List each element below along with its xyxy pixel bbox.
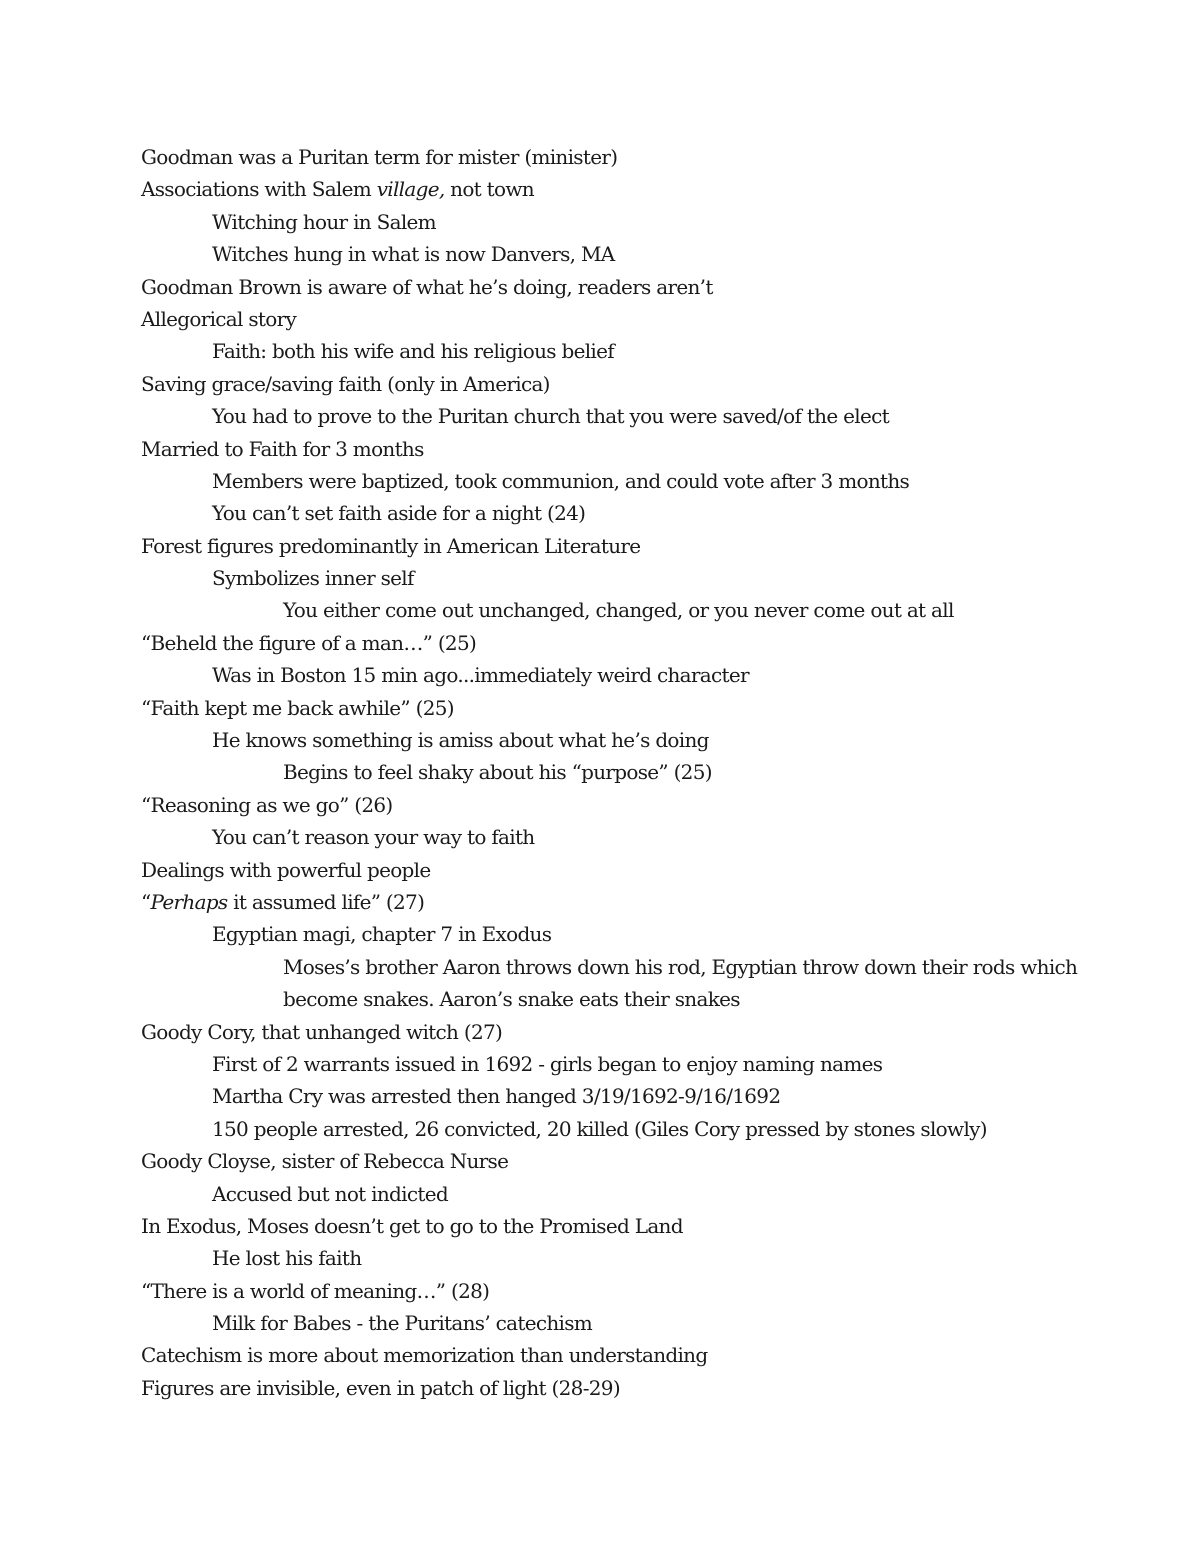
sub-note-line [141,724,1141,756]
note-text: “Beheld the figure of a man…” (25) [141,630,477,655]
note-text: “There is a world of meaning…” (28) [141,1278,490,1303]
note-text: Goodman Brown is aware of what he’s doing, readers aren’t [141,274,713,299]
note-line [141,789,1141,821]
note-line [141,854,1141,886]
note-text: Accused but not indicted [212,1181,448,1206]
note-text: Witching hour in Salem [212,209,436,234]
note-line [141,433,1141,465]
note-text: “Faith kept me back awhile” (25) [141,695,454,720]
note-text: 150 people arrested, 26 convicted, 20 killed (Giles Cory pressed by stones slowly) [212,1116,987,1141]
sub-sub-note-line [141,594,1141,626]
note-text: Witches hung in what is now Danvers, MA [212,242,615,267]
note-text: Goody Cory, that unhanged witch (27) [141,1019,503,1044]
sub-note-line [141,1242,1141,1274]
note-text: Allegorical story [141,306,297,331]
note-text: Figures are invisible, even in patch of light (28-29) [141,1375,620,1400]
sub-note-line [141,1307,1141,1339]
note-text: Married to Faith for 3 months [141,436,424,461]
note-line [141,627,1141,659]
note-text: Egyptian magi, chapter 7 in Exodus [212,922,552,947]
note-line [141,173,1141,205]
note-text: Was in Boston 15 min ago...immediately weird character [212,663,749,688]
sub-note-line [141,659,1141,691]
italic-text: Perhaps [150,889,228,914]
note-text: Catechism is more about memorization than understanding [141,1343,708,1368]
note-line [141,271,1141,303]
note-text: Members were baptized, took communion, and could vote after 3 months [212,468,910,493]
note-text: He lost his faith [212,1246,362,1271]
sub-note-line [141,1080,1141,1112]
sub-note-line [141,400,1141,432]
note-line [141,303,1141,335]
note-line [141,530,1141,562]
note-text: Goody Cloyse, sister of Rebecca Nurse [141,1149,509,1174]
sub-note-line [141,562,1141,594]
note-text: Faith: both his wife and his religious belief [212,339,614,364]
note-text: Moses’s brother Aaron throws down his rod, Egyptian throw down their rods which become snakes. Aaron’s snake eats their snakes [283,954,1078,1012]
note-text: Goodman was a Puritan term for mister (minister) [141,145,618,169]
note-line [141,1016,1141,1048]
note-text: “Reasoning as we go” (26) [141,792,393,817]
note-text: In Exodus, Moses doesn’t get to go to the Promised Land [141,1213,683,1238]
note-text: it assumed life” (27) [227,889,425,914]
sub-note-line [141,1048,1141,1080]
note-text: Martha Cry was arrested then hanged 3/19/1692-9/16/1692 [212,1084,781,1109]
sub-note-line [141,918,1141,950]
sub-note-line [141,1178,1141,1210]
note-text: First of 2 warrants issued in 1692 - girls began to enjoy naming names [212,1051,883,1076]
sub-note-line [141,335,1141,367]
note-line [141,692,1141,724]
note-text: Associations with Salem [141,177,377,202]
note-line [141,886,1141,918]
note-line [141,1275,1141,1307]
sub-note-line [141,206,1141,238]
note-line [141,368,1141,400]
lecture-notes [141,141,1141,1404]
note-text: You can’t set faith aside for a night (24) [212,501,586,526]
note-text: Begins to feel shaky about his “purpose” (25) [283,760,712,785]
note-text: Forest figures predominantly in American Literature [141,533,641,558]
italic-text: village, [376,177,445,202]
note-text: Symbolizes inner self [212,566,414,591]
note-line [141,1210,1141,1242]
note-text: You had to prove to the Puritan church that you were saved/of the elect [212,404,889,429]
note-text: not town [444,177,534,202]
sub-note-line [141,497,1141,529]
note-line [141,1339,1141,1371]
note-text: He knows something is amiss about what he’s doing [212,728,709,753]
sub-note-line [141,821,1141,853]
sub-sub-note-line [141,951,1083,1016]
sub-note-line [141,465,1141,497]
note-line [141,1145,1141,1177]
sub-note-line [141,1113,1141,1145]
note-text: “ [141,889,151,914]
note-text: Saving grace/saving faith (only in America) [141,371,550,396]
note-line [141,1372,1141,1404]
note-text: You can’t reason your way to faith [212,825,535,850]
note-text: You either come out unchanged, changed, or you never come out at all [283,598,954,623]
sub-note-line [141,238,1141,270]
note-text: Dealings with powerful people [141,857,431,882]
note-line [141,141,1141,173]
note-text: Milk for Babes - the Puritans’ catechism [212,1311,593,1336]
sub-sub-note-line [141,756,1141,788]
